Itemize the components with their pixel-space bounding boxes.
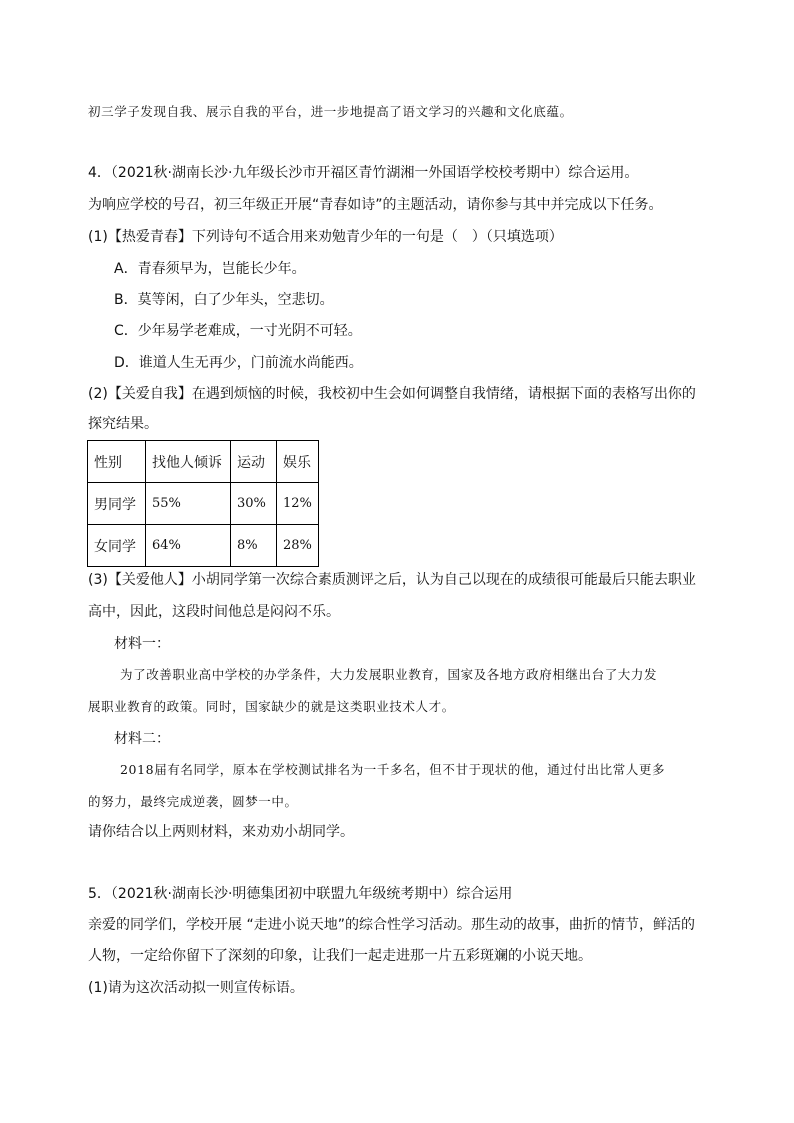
table-cell: 64% (146, 525, 231, 567)
table-header-cell: 性别 (88, 441, 146, 483)
table-cell: 30% (231, 483, 277, 525)
table-cell: 女同学 (88, 525, 146, 567)
material2-text-line2: 的努力，最终完成逆袭，圆梦一中。 (88, 794, 298, 809)
table-cell: 55% (146, 483, 231, 525)
q4-sub3-ask: 请你结合以上两则材料，来劝劝小胡同学。 (88, 824, 354, 840)
table-row (88, 483, 319, 525)
table-header-cell: 娱乐 (277, 441, 319, 483)
material2-text-line1: 2018届有名同学，原本在学校测试排名为一千多名，但不甘于现状的他，通过付出比常人更多 (120, 762, 666, 777)
material1-label: 材料一： (114, 636, 170, 652)
q5-sub1-question: (1)请为这次活动拟一则宣传标语。 (88, 980, 304, 996)
table-header-cell: 找他人倾诉 (146, 441, 231, 483)
q4-sub1-option-a: A．青春须早为，岂能长少年。 (114, 261, 306, 277)
q5-prompt-line1: 亲爱的同学们，学校开展 “走进小说天地”的综合性学习活动。那生动的故事，曲折的情节，鲜活的 (88, 917, 695, 933)
table-header-row (88, 441, 319, 483)
q4-sub2-question-line2: 探究结果。 (88, 416, 158, 432)
q4-header: 4．（2021秋·湖南长沙·九年级长沙市开福区青竹湖湘一外国语学校校考期中）综合运用。 (88, 165, 639, 181)
intro-tail-text: 初三学子发现自我、展示自我的平台，进一步地提高了语文学习的兴趣和文化底蕴。 (88, 104, 573, 119)
material1-text-line1: 为了改善职业高中学校的办学条件，大力发展职业教育，国家及各地方政府相继出台了大力发 (120, 667, 658, 682)
q4-sub1-option-d: D．谁道人生无再少，门前流水尚能西。 (114, 355, 363, 371)
q4-sub2-question-line1: (2)【关爱自我】在遇到烦恼的时候，我校初中生会如何调整自我情绪，请根据下面的表格写出你的 (88, 386, 696, 402)
table-cell: 28% (277, 525, 319, 567)
q4-sub1-option-c: C．少年易学老难成，一寸光阴不可轻。 (114, 323, 362, 339)
table-cell: 男同学 (88, 483, 146, 525)
q5-prompt-line2: 人物，一定给你留下了深刻的印象，让我们一起走进那一片五彩斑斓的小说天地。 (88, 948, 592, 964)
q4-sub1-option-b: B．莫等闲，白了少年头，空悲切。 (114, 292, 334, 308)
q4-sub3-question-line1: (3)【关爱他人】小胡同学第一次综合素质测评之后，认为自己以现在的成绩很可能最后只能去职业 (88, 572, 696, 588)
emotion-survey-table (87, 440, 319, 567)
material1-text-line2: 展职业教育的政策。同时，国家缺少的就是这类职业技术人才。 (88, 699, 455, 714)
material2-label: 材料二： (114, 731, 170, 747)
table-row (88, 525, 319, 567)
q4-prompt: 为响应学校的号召，初三年级正开展“青春如诗”的主题活动，请你参与其中并完成以下任务。 (88, 197, 663, 213)
table-header-cell: 运动 (231, 441, 277, 483)
q5-header: 5．（2021秋·湖南长沙·明德集团初中联盟九年级统考期中）综合运用 (88, 886, 513, 902)
q4-sub1-question: (1)【热爱青春】下列诗句不适合用来劝勉青少年的一句是（ ）（只填选项） (88, 229, 563, 245)
q4-sub3-question-line2: 高中，因此，这段时间他总是闷闷不乐。 (88, 604, 340, 620)
table-cell: 8% (231, 525, 277, 567)
table-cell: 12% (277, 483, 319, 525)
